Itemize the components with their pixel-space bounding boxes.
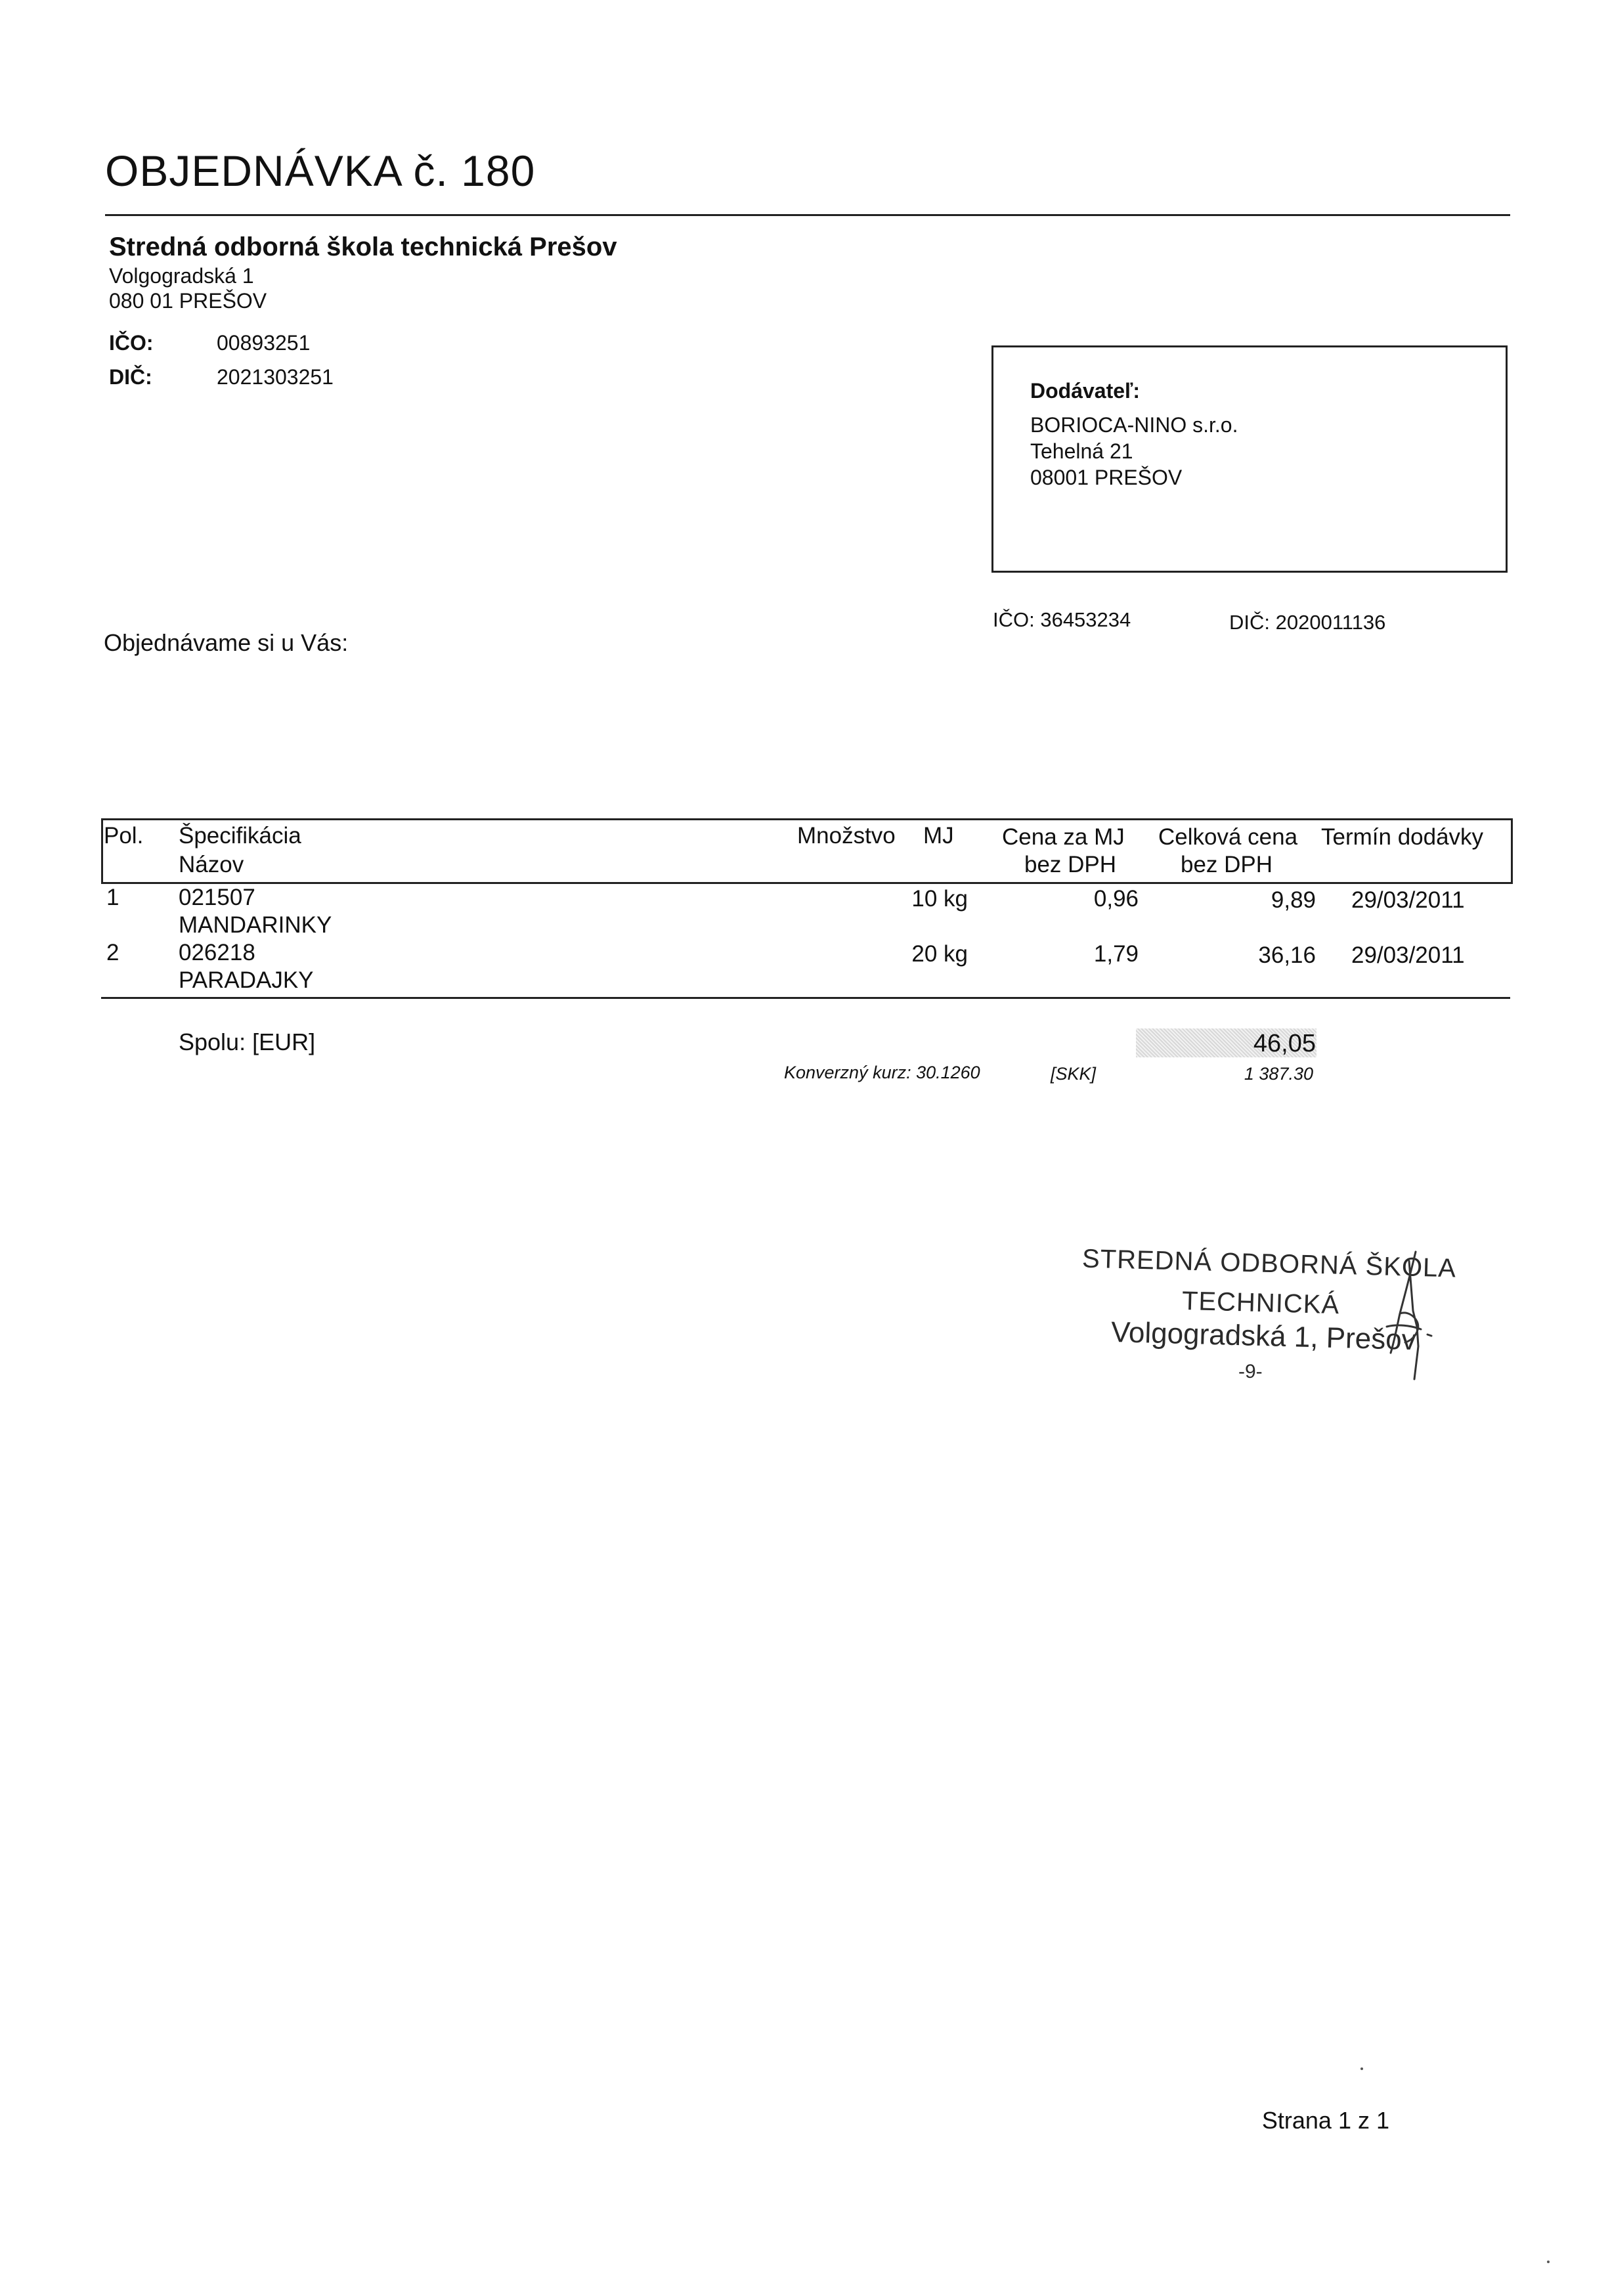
header-cena-1: Cena za MJ	[1002, 824, 1125, 850]
header-termin: Termín dodávky	[1321, 824, 1484, 850]
supplier-name: BORIOCA-NINO s.r.o.	[1030, 413, 1238, 437]
total-label: Spolu: [EUR]	[179, 1028, 316, 1055]
buyer-street: Volgogradská 1	[109, 264, 254, 288]
skk-label: [SKK]	[1051, 1064, 1097, 1084]
supplier-heading: Dodávateľ:	[1030, 379, 1141, 403]
header-celkova-2: bez DPH	[1181, 852, 1273, 877]
header-mnozstvo: Množstvo	[797, 823, 896, 849]
buyer-name: Stredná odborná škola technická Prešov	[109, 232, 617, 261]
document-title: OBJEDNÁVKA č. 180	[105, 146, 536, 195]
total-skk: 1 387.30	[1244, 1064, 1313, 1084]
row1-code: 021507	[179, 885, 255, 910]
header-spec: Špecifikácia	[179, 823, 301, 849]
row2-code: 026218	[179, 940, 255, 965]
table-bottom-rule	[101, 997, 1510, 999]
header-celkova-1: Celková cena	[1158, 824, 1298, 850]
scan-speck	[1360, 2067, 1363, 2070]
row1-date: 29/03/2011	[1351, 887, 1465, 913]
row1-unit-price: 0,96	[1093, 886, 1139, 912]
stamp-line-4: -9-	[1238, 1361, 1263, 1382]
header-cena-2: bez DPH	[1024, 852, 1117, 877]
buyer-city: 080 01 PREŠOV	[109, 289, 267, 313]
supplier-ico: IČO: 36453234	[993, 608, 1131, 631]
row1-total: 9,89	[1271, 887, 1316, 913]
total-eur: 46,05	[1253, 1030, 1316, 1057]
row2-total: 36,16	[1258, 942, 1316, 968]
stamp-line-3: Volgogradská 1, Prešov	[1110, 1315, 1417, 1357]
buyer-ico: 00893251	[217, 331, 311, 355]
buyer-dic: 2021303251	[217, 365, 334, 389]
title-rule	[105, 214, 1510, 216]
stamp-line-1: STREDNÁ ODBORNÁ ŠKOLA	[1081, 1244, 1457, 1283]
row1-name: MANDARINKY	[179, 912, 332, 938]
row2-name: PARADAJKY	[179, 967, 314, 993]
page-number: Strana 1 z 1	[1261, 2107, 1389, 2134]
buyer-ico-label: IČO:	[109, 331, 154, 355]
supplier-city: 08001 PREŠOV	[1030, 466, 1183, 489]
row2-pol: 2	[106, 940, 120, 965]
signature	[1371, 1248, 1450, 1392]
header-mj: MJ	[923, 823, 954, 849]
supplier-dic: DIČ: 2020011136	[1229, 611, 1386, 634]
header-nazov: Názov	[179, 852, 244, 877]
row2-date: 29/03/2011	[1351, 942, 1465, 968]
conversion-rate: Konverzný kurz: 30.1260	[784, 1063, 980, 1082]
row2-qty: 20 kg	[911, 941, 968, 967]
supplier-street: Tehelná 21	[1030, 439, 1133, 463]
supplier-box	[991, 345, 1508, 573]
row2-unit-price: 1,79	[1093, 941, 1139, 967]
scan-speck	[1547, 2261, 1550, 2263]
stamp-line-2: TECHNICKÁ	[1181, 1286, 1340, 1320]
row1-pol: 1	[106, 885, 120, 910]
header-pol: Pol.	[104, 823, 144, 849]
buyer-dic-label: DIČ:	[109, 365, 152, 389]
order-intro: Objednávame si u Vás:	[104, 629, 349, 656]
row1-qty: 10 kg	[911, 886, 968, 912]
